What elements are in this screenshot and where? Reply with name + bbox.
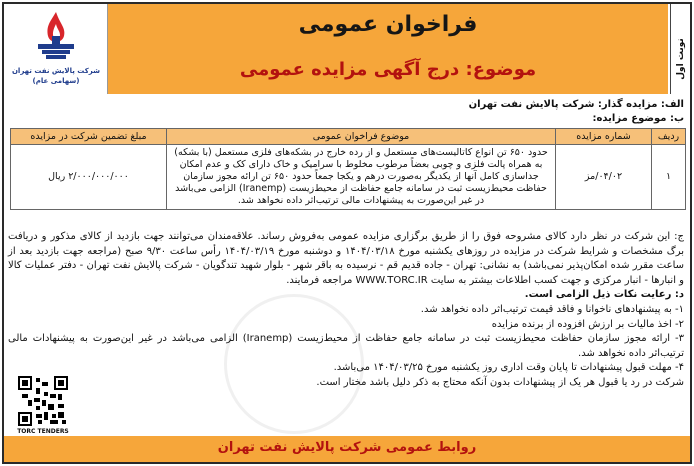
footer-signature: روابط عمومی شرکت پالایش نفت تهران: [217, 440, 477, 455]
side-tab: [670, 4, 690, 94]
auction-table: [10, 128, 686, 210]
notice-frame: [2, 2, 692, 464]
body-paragraph-note-4: ۴- مهلت قبول پیشنهادات تا پایان وقت اداری روز یکشنبه مورخ ۱۴۰۴/۰۳/۲۵ می‌باشد.: [333, 362, 684, 374]
body-paragraph-notes-heading: د: رعایت نکات ذیل الزامی است.: [524, 289, 684, 301]
table-header-row: [11, 129, 686, 145]
body-paragraph-note-2: ۲- اخذ مالیات بر ارزش افزوده از برنده مزایده: [491, 318, 684, 330]
page-title: فراخوان عمومی: [298, 12, 478, 37]
qr-code-icon: [18, 376, 68, 426]
subject-line: ب: موضوع مزایده:: [592, 113, 684, 124]
intro-block: [469, 98, 684, 126]
footer-banner: [4, 436, 690, 462]
flame-logo-icon: [20, 8, 92, 66]
body-paragraph-note-1: ۱- به پیشنهادهای ناخوانا و فاقد قیمت ترتیب‌اثر داده نخواهد شد.: [420, 303, 684, 315]
col-header-guarantee: مبلغ تضمین شرکت در مزایده: [11, 129, 167, 145]
col-header-subject: موضوع فراخوان عمومی: [167, 129, 556, 145]
col-header-auction-number: شماره مزایده: [556, 129, 652, 145]
page-subtitle: موضوع: درج آگهی مزایده عمومی: [239, 59, 537, 80]
body-paragraph-closing: شرکت در رد یا قبول هر یک از پیشنهادات بدون آنکه محتاج به ذکر دلیل باشد مختار است.: [316, 376, 684, 388]
company-logo: [4, 4, 108, 94]
cell-subject: حدود ۶۵۰ تن انواع کاتالیست‌های مستعمل و از رده خارج در بشکه‌های فلزی مستعمل (با بشکه) به همراه پالت فلزی و چوبی بعضاً مرطوب مخلوط با سرامیک و خاک دارای کک و عدم امکان جداسازی کامل آنها از یکدیگر به‌صورت درهم و یکجا جمعاً حدود ۶۵۰ تن ارائه مجوز سازمان حفاظت محیط‌زیست ثبت در سامانه جامع حفاظت از محیط‌زیست (Iranemp) الزامی می‌باشد در غیر این‌صورت به پیشنهادات مالی ترتیب‌اثر داده نخواهد شد.: [167, 145, 556, 210]
table-row: [11, 145, 686, 210]
cell-auction-number: ۰۴/۰۲/مز: [556, 145, 652, 210]
cell-guarantee: ۲/۰۰۰/۰۰۰/۰۰۰ ریال: [11, 145, 167, 210]
body-paragraph-note-3: ۳- ارائه مجوز سازمان حفاظت محیط‌زیست ثبت در سامانه جامع حفاظت از محیط‌زیست (Iranemp) الزامی می‌باشد در غیر این‌صورت به پیشنهادات مالی ترتیب‌اثر داده نخواهد شد.: [8, 333, 684, 359]
header-banner: [108, 4, 668, 94]
organizer-line: الف: مزایده گذار: شرکت پالایش نفت تهران: [468, 99, 684, 110]
col-header-row-number: ردیف: [652, 129, 686, 145]
body-paragraph-conditions: ج: این شرکت در نظر دارد کالای مشروحه فوق را از طریق برگزاری مزایده عمومی به‌فروش رساند. علاقه‌مندان می‌توانند جهت بازدید از کالای مذکور و دریافت برگ مشخصات و شرایط شرکت در مزایده در روزهای یکشنبه مورخ ۱۴۰۴/۰۳/۱۸ و دوشنبه مورخ ۱۴۰۴/۰۳/۱۹ رأس ساعت ۹/۳۰ صبح (مراجعه جهت بازدید بعد از ساعت مقرر شده امکان‌پذیر نمی‌باشد) به نشانی: تهران - جاده قدیم قم - نرسیده به باقر شهر - بلوار شهید تندگویان - شرکت پالایش نفت تهران - دفتر عملیات کالا و انبارها - انبار مرکزی و جهت کسب اطلاعات بیشتر به سایت WWW.TORC.IR مراجعه فرمایند.: [8, 231, 685, 286]
notice-body: [8, 230, 684, 391]
cell-row-number: ۱: [652, 145, 686, 210]
qr-label: TORC TENDERS: [17, 428, 69, 435]
logo-caption: شرکت پالایش نفت تهران (سهامی عام): [11, 67, 101, 85]
publication-round-label: نوبت اول: [676, 38, 686, 80]
